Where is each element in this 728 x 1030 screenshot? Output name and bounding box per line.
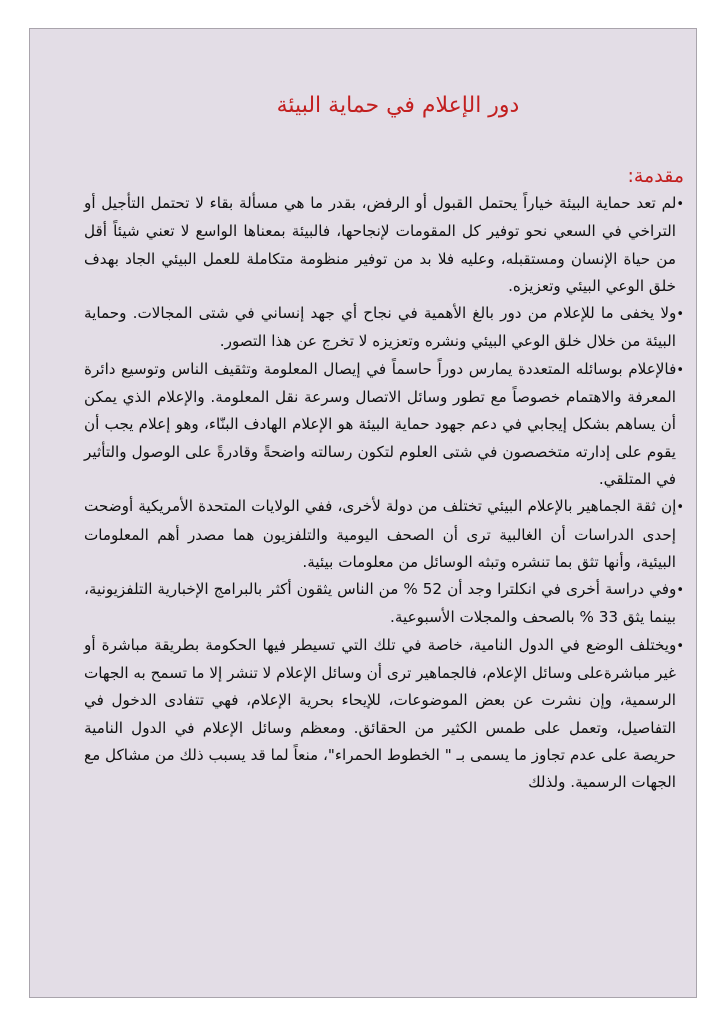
paragraph-1 (84, 190, 684, 300)
page-title: دور الإعلام في حماية البيئة (276, 93, 520, 118)
bullet-marker: • (676, 638, 684, 654)
section-heading-introduction: مقدمة: (627, 165, 684, 187)
paragraph-2 (84, 300, 684, 356)
body-text (84, 190, 684, 797)
paragraph-6 (84, 632, 684, 797)
paragraph-text: وفي دراسة أخرى في انكلترا وجد أن 52 % من الناس يثقون أكثر بالبرامج الإخبارية التلفزيونية، بينما يثق 33 % بالصحف والمجلات الأسبوعية. (84, 580, 677, 627)
bullet-marker: • (676, 197, 684, 212)
paragraph-text: ولا يخفى ما للإعلام من دور بالغ الأهمية في نجاح أي جهد إنساني في شتى المجالات. وحماية البيئة من خلال خلق الوعي البيئي ونشره وتعزيزه لا تخرج عن هذا التصور. (84, 304, 677, 351)
bullet-marker: • (676, 307, 684, 323)
paragraph-text: إن ثقة الجماهير بالإعلام البيئي تختلف من دولة لأخرى، ففي الولايات المتحدة الأمريكية أوضحت إحدى الدراسات أن الغالبية ترى أن الصحف اليومية والتلفزيون هما مصدر أهم المعلومات البيئية، وأنها تثق بما تنشره وتبثه الوسائل من معلومات بيئية. (84, 497, 677, 571)
paragraph-3 (84, 356, 684, 493)
paragraph-text: فالإعلام بوسائله المتعددة يمارس دوراً حاسماً في إيصال المعلومة وتثقيف الناس وتوسيع دائرة المعرفة والاهتمام خصوصاً مع تطور وسائل الاتصال وسرعة نقل المعلومة. والإعلام الذي يمكن أن يساهم بشكل إيجابي في دعم جهود حماية البيئة هو الإعلام الهادف البنّاء، وهو إعلام يجب أن يقوم على إدارته متخصصون في شتى العلوم لتكون رسالته واضحةً وقادرةً على الوصول والتأثير في المتلقي. (84, 359, 677, 488)
paragraph-4 (84, 493, 684, 576)
document-page (29, 28, 697, 998)
bullet-marker: • (676, 500, 684, 516)
bullet-marker: • (676, 362, 684, 378)
bullet-marker: • (676, 583, 685, 599)
paragraph-5 (84, 576, 684, 632)
paragraph-text: ويختلف الوضع في الدول النامية، خاصة في تلك التي تسيطر فيها الحكومة بطريقة مباشرة أو غير مباشرةعلى وسائل الإعلام، فالجماهير ترى أن وسائل الإعلام لا تنشر إلا ما تسمح به الجهات الرسمية، وإن نشرت عن بعض الموضوعات، للإيحاء بحرية الإعلام، فهي تتفادى الدخول في التفاصيل، وتعمل على طمس الكثير من الحقائق. ومعظم وسائل الإعلام في الدول النامية حريصة على عدم تجاوز ما يسمى بـ " الخطوط الحمراء"، منعاً لما قد يسبب ذلك من مشاكل مع الجهات الرسمية. ولذلك (84, 635, 677, 792)
paragraph-text: لم تعد حماية البيئة خياراً يحتمل القبول أو الرفض، بقدر ما هي مسألة بقاء لا تحتمل التأجيل أو التراخي في السعي نحو توفير كل المقومات لإنجاحها، فالبيئة بمعناها الواسع لا تعني شيئاً أقل من حياة الإنسان ومستقبله، وعليه فلا بد من توفير منظومة متكاملة للعمل البيئي الجاد بهدف خلق الوعي البيئي وتعزيزه. (84, 194, 677, 295)
